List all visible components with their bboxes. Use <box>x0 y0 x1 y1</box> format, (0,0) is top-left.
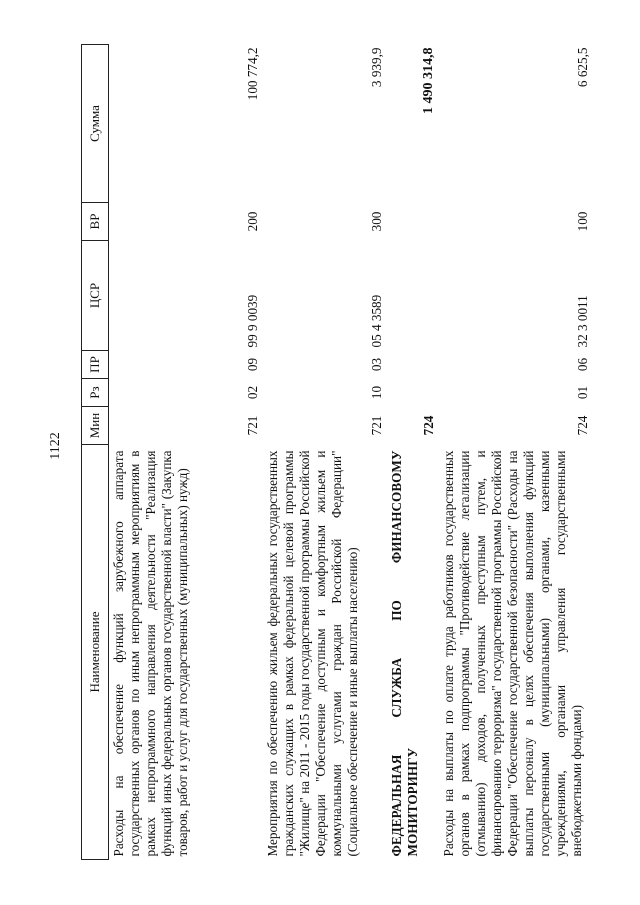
table-row <box>439 45 593 860</box>
row-csr: 99 9 0039 <box>245 294 260 348</box>
header-rz: Рз <box>82 379 109 407</box>
row-pr: 06 <box>575 357 590 372</box>
row-vr: 300 <box>369 211 384 232</box>
row-sum: 100 774,2 <box>245 47 260 101</box>
table-row <box>263 45 387 860</box>
department-name: ФЕДЕРАЛЬНАЯ СЛУЖБА ПО ФИНАНСОВОМУ МОНИТОРИНГУ <box>389 450 420 857</box>
row-vr: 200 <box>245 211 260 232</box>
rotated-budget-table-container <box>81 45 591 860</box>
table-header-row <box>82 45 109 860</box>
header-csr: ЦСР <box>82 241 109 351</box>
row-min: 721 <box>245 415 260 436</box>
row-name: Расходы на обеспечение функций зарубежного аппарата государственных органов по иным непрограммным мероприятиям в рамках непрограммного направления деятельности "Реализация функций иных федеральных органов государственной власти" (Закупка товаров, работ и услуг для государственных (муниципальных) нужд) <box>111 450 190 857</box>
header-sum: Сумма <box>82 45 109 203</box>
row-min: 721 <box>369 415 384 436</box>
department-min: 724 <box>421 415 436 436</box>
department-sum: 1 490 314,8 <box>421 47 436 114</box>
row-vr: 100 <box>575 211 590 232</box>
row-rz: 10 <box>369 385 384 400</box>
row-rz: 01 <box>575 385 590 400</box>
department-pr <box>387 351 439 379</box>
row-sum: 3 939,9 <box>369 47 384 88</box>
budget-table <box>81 44 593 860</box>
row-csr: 05 4 3589 <box>369 294 384 348</box>
department-vr <box>387 203 439 241</box>
table-row-department <box>387 45 439 860</box>
row-sum: 6 625,5 <box>575 47 590 88</box>
row-name: Расходы на выплаты по оплате труда работников государственных органов в рамках подпрограммы "Противодействие легализации (отмыванию) доходов, полученных преступным путем, и финансированию терроризма" государственной программы Российской Федерации "Обеспечение государственной безопасности" (Расходы на выплаты персоналу в целях обеспечения выполнения функций государственными (муниципальными) органами, казенными учреждениями, органами управления государственными внебюджетными фондами) <box>441 450 584 857</box>
row-pr: 09 <box>245 357 260 372</box>
row-csr: 32 3 0011 <box>575 295 590 348</box>
department-rz <box>387 379 439 407</box>
header-name: Наименование <box>82 445 109 860</box>
header-pr: ПР <box>82 351 109 379</box>
table-row <box>109 45 264 860</box>
header-min: Мин <box>82 407 109 445</box>
row-pr: 03 <box>369 357 384 372</box>
page-number: 1122 <box>48 432 63 460</box>
row-min: 724 <box>575 415 590 436</box>
header-vr: ВР <box>82 203 109 241</box>
department-csr <box>387 241 439 351</box>
row-rz: 02 <box>245 385 260 400</box>
row-name: Мероприятия по обеспечению жильем федеральных государственных гражданских служащих в рамках федеральной целевой программы "Жилище" на 2011 - 2015 годы государственной программы Российской Федерации "Обеспечение доступным и комфортным жильем и коммунальными услугами граждан Российской Федерации" (Социальное обеспечение и иные выплаты населению) <box>265 450 360 857</box>
